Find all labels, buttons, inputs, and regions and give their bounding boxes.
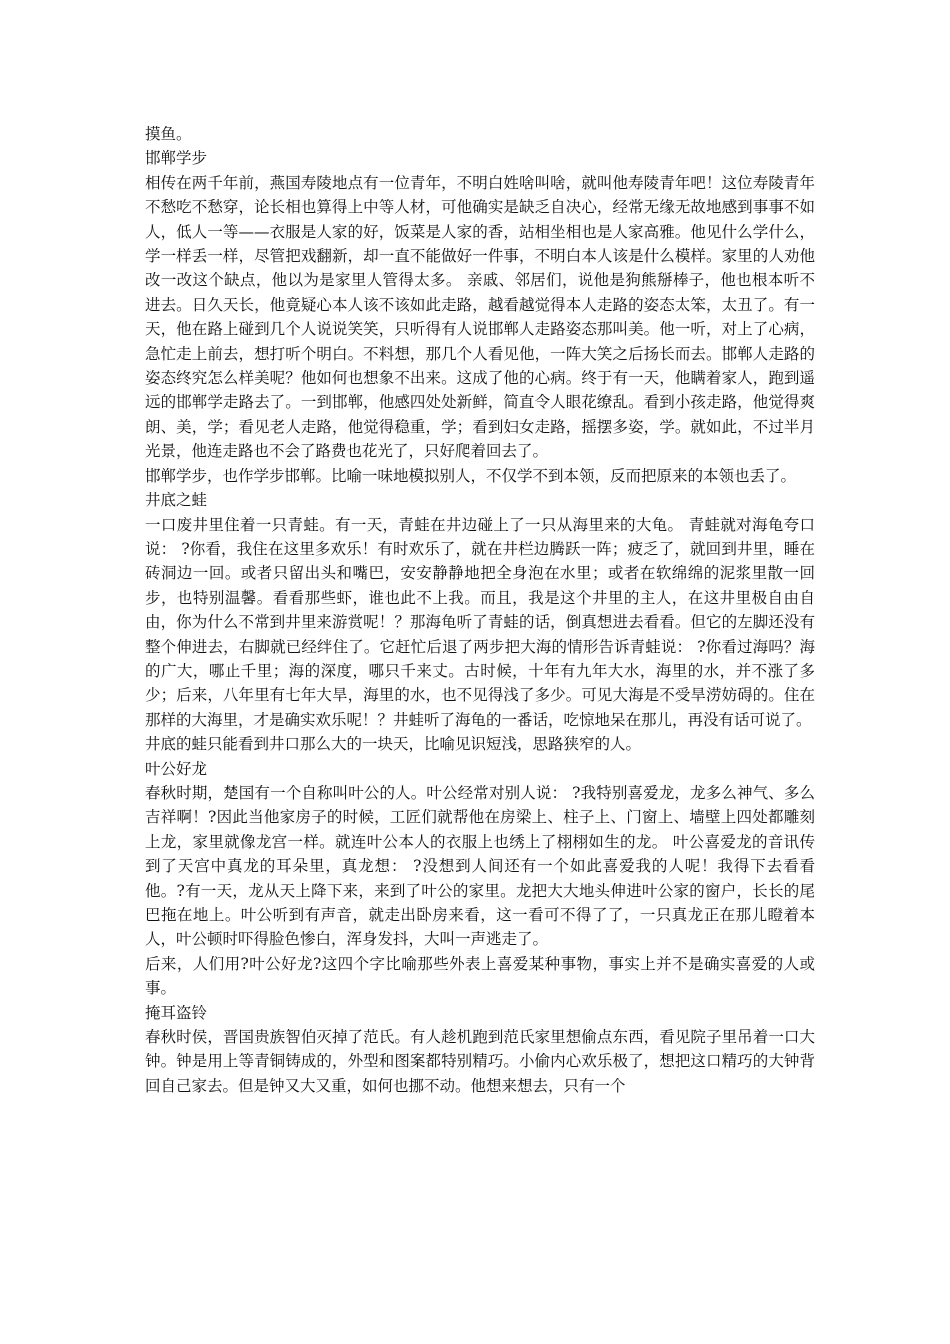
paragraph-yegong-moral: 后来，人们用?叶公好龙?这四个字比喻那些外表上喜爱某种事物，事实上并不是确实喜爱的人或事。	[145, 954, 815, 998]
story-title-yegong: 叶公好龙	[145, 759, 208, 778]
document-page	[145, 122, 815, 1098]
story-title-bell: 掩耳盗铃	[145, 1003, 208, 1022]
paragraph-handan-story: 相传在两千年前，燕国寿陵地点有一位青年，不明白姓啥叫啥，就叫他寿陵青年吧！这位寿陵青年不愁吃不愁穿，论长相也算得上中等人材，可他确实是缺乏自决心，经常无缘无故地感到事事不如人，低人一等——衣服是人家的好，饭菜是人家的香，站相坐相也是人家高雅。他见什么学什么，学一样丢一样，尽管把戏翻新，却一直不能做好一件事，不明白本人该是什么模样。家里的人劝他改一改这个缺点，他以为是家里人管得太多。 亲戚、邻居们，说他是狗熊掰棒子，他也根本听不进去。日久天长，他竟疑心本人该不该如此走路，越看越觉得本人走路的姿态太笨，太丑了。有一天，他在路上碰到几个人说说笑笑，只听得有人说邯郸人走路姿态那叫美。他一听，对上了心病，急忙走上前去，想打听个明白。不料想，那几个人看见他，一阵大笑之后扬长而去。邯郸人走路的姿态终究怎么样美呢？他如何也想象不出来。这成了他的心病。终于有一天，他瞒着家人，跑到遥远的邯郸学走路去了。一到邯郸，他感四处处新鲜，简直令人眼花缭乱。看到小孩走路，他觉得爽朗、美，学；看见老人走路，他觉得稳重，学；看到妇女走路，摇摆多姿，学。就如此，不过半月光景，他连走路也不会了路费也花光了，只好爬着回去了。	[145, 173, 815, 461]
paragraph-bell-story: 春秋时侯，晋国贵族智伯灭掉了范氏。有人趁机跑到范氏家里想偷点东西，看见院子里吊着一口大钟。钟是用上等青铜铸成的，外型和图案都特别精巧。小偷内心欢乐极了，想把这口精巧的大钟背回自己家去。但是钟又大又重，如何也挪不动。他想来想去，只有一个	[145, 1028, 815, 1095]
paragraph-frog-moral: 井底的蛙只能看到井口那么大的一块天，比喻见识短浅，思路狭窄的人。	[145, 735, 642, 754]
paragraph-handan-moral: 邯郸学步，也作学步邯郸。比喻一味地模拟别人，不仅学不到本领，反而把原来的本领也丢了。	[145, 466, 797, 485]
paragraph-yegong-story: 春秋时期，楚国有一个自称叫叶公的人。叶公经常对别人说： ?我特别喜爱龙，龙多么神气、多么吉祥啊！?因此当他家房子的时候，工匠们就帮他在房梁上、柱子上、门窗上、墙壁上四处都雕刻上龙，家里就像龙宫一样。就连叶公本人的衣服上也绣上了栩栩如生的龙。 叶公喜爱龙的音讯传到了天宫中真龙的耳朵里，真龙想： ?没想到人间还有一个如此喜爱我的人呢！我得下去看看他。?有一天，龙从天上降下来，来到了叶公的家里。龙把大大地头伸进叶公家的窗户，长长的尾巴拖在地上。叶公听到有声音，就走出卧房来看，这一看可不得了了，一只真龙正在那儿瞪着本人，叶公顿时吓得脸色惨白，浑身发抖，大叫一声逃走了。	[145, 783, 815, 949]
story-title-handan: 邯郸学步	[145, 149, 208, 168]
story-title-frog: 井底之蛙	[145, 491, 208, 510]
paragraph-0: 摸鱼。	[145, 125, 192, 143]
paragraph-frog-story: 一口废井里住着一只青蛙。有一天，青蛙在井边碰上了一只从海里来的大龟。 青蛙就对海龟夸口说： ?你看，我住在这里多欢乐！有时欢乐了，就在井栏边腾跃一阵；疲乏了，就回到井里，睡在砖洞边一回。或者只留出头和嘴巴，安安静静地把全身泡在水里；或者在软绵绵的泥浆里散一回步，也特别温馨。看看那些虾，谁也此不上我。而且，我是这个井里的主人，在这井里极自由自由，你为什么不常到井里来游赏呢！？那海龟听了青蛙的话，倒真想进去看看。但它的左脚还没有整个伸进去，右脚就已经绊住了。它赶忙后退了两步把大海的情形告诉青蛙说： ?你看过海吗？海的广大，哪止千里；海的深度，哪只千来丈。古时候，十年有九年大水，海里的水，并不涨了多少；后来，八年里有七年大旱，海里的水，也不见得浅了多少。可见大海是不受旱涝妨碍的。住在那样的大海里，才是确实欢乐呢！？井蛙听了海龟的一番话，吃惊地呆在那儿，再没有话可说了。	[145, 515, 815, 729]
